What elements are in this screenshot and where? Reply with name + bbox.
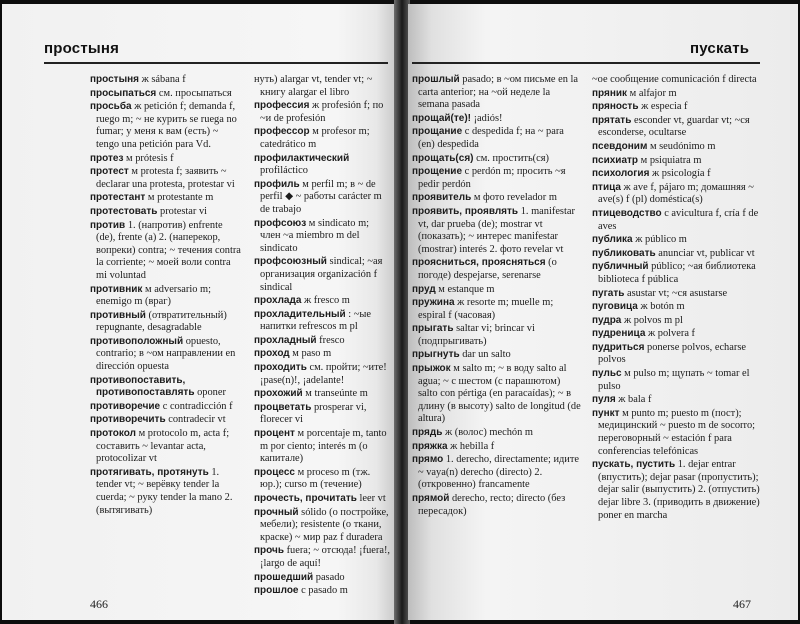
dictionary-entry: [254, 153, 392, 178]
dictionary-entry: [90, 401, 242, 414]
dictionary-entry: [412, 284, 582, 297]
dictionary-entry: [254, 467, 392, 492]
dictionary-entry: [412, 206, 582, 256]
entry-definition: с despedida f; на ~ para (en) despedida: [418, 126, 564, 150]
dictionary-entry: [592, 141, 762, 154]
entry-headword: пускать, пустить: [592, 459, 676, 471]
dictionary-entry: [592, 261, 762, 286]
dictionary-entry: [90, 88, 242, 101]
entry-headword: прыгать: [412, 323, 454, 335]
entry-definition: ж psicología f: [652, 168, 711, 180]
entry-definition: м estanque m: [438, 283, 495, 295]
entry-definition: с contradicción f: [162, 400, 233, 412]
entry-headword: процент: [254, 428, 295, 440]
entry-definition: ponerse polvos, echarse polvos: [598, 341, 746, 366]
entry-definition: oponer: [197, 387, 226, 399]
entry-definition: м perfil m; в ~ de perfil ◆ ~ работы carácter m de trabajo: [260, 178, 382, 215]
entry-headword: прятать: [592, 114, 632, 126]
entry-headword: пряность: [592, 101, 639, 113]
dictionary-entry: [592, 234, 762, 247]
dictionary-entry: [412, 441, 582, 454]
dictionary-entry: [90, 414, 242, 427]
dictionary-entry: [90, 74, 242, 87]
right-column-2: [592, 74, 762, 589]
entry-headword: прыжок: [412, 363, 451, 375]
entry-definition: pasado; в ~ом письме en la carta anterior; на ~ой неделе la semana pasada: [418, 74, 579, 111]
entry-definition: sindical; ~ая организация organización f sindical: [260, 256, 383, 293]
entry-headword: простыня: [90, 74, 139, 85]
entry-headword: противоречие: [90, 400, 161, 412]
entry-headword: прядь: [412, 427, 443, 439]
dictionary-entry: [254, 218, 392, 256]
entry-definition: profiláctico: [260, 165, 308, 177]
dictionary-entry: [412, 74, 582, 112]
dictionary-entry: [412, 113, 582, 126]
entry-headword: пугать: [592, 287, 625, 299]
dictionary-entry: [254, 74, 392, 99]
dictionary-entry: [254, 126, 392, 151]
entry-definition: м porcentaje m, tanto m por ciento; interés m (о капитале): [260, 428, 387, 465]
dictionary-entry: [592, 74, 762, 87]
entry-definition: dar un salto: [462, 349, 511, 361]
entry-definition: 1. derecho, directamente; идите ~ vaya(n) derecho (directo) 2. (откровенно) francamente: [418, 454, 580, 491]
dictionary-entry: [254, 179, 392, 217]
entry-definition: ж ave f, pájaro m; домашняя ~ ave(s) f (pl) doméstica(s): [598, 181, 754, 206]
entry-definition: ж hebilla f: [450, 440, 495, 452]
page-number-left: 466: [90, 597, 108, 611]
dictionary-entry: [254, 362, 392, 387]
entry-definition: м punto m; puesto m (пост); медицинский ~ puesto m de socorro; переговорный ~ estación f para conferencias telefónicas: [598, 407, 756, 457]
dictionary-entry: [412, 153, 582, 166]
dictionary-entry: [412, 493, 582, 518]
dictionary-entry: [90, 375, 242, 400]
entry-headword: прощай(те)!: [412, 112, 471, 124]
entry-headword: прямой: [412, 493, 450, 504]
entry-definition: м salto m; ~ в воду salto al agua; ~ с шестом (с парашютом) salto con pértiga (en paracaídas); ~ в длину (в высоту) salto de longitud (de altura): [418, 363, 581, 425]
entry-definition: ~ое сообщение comunicación f directa: [592, 74, 757, 85]
entry-definition: с avicultura f, cría f de aves: [598, 207, 759, 232]
entry-definition: ж sábana f: [141, 74, 186, 85]
entry-headword: процесс: [254, 466, 295, 478]
entry-headword: прыгнуть: [412, 349, 460, 361]
entry-definition: derecho, recto; directo (без пересадок): [418, 493, 566, 517]
entry-definition: 1. (напротив) enfrente (de), frente (a) 2. (наперекор, вопреки) contra; ~ течения contra la corriente; ~ моей воли contra mi voluntad: [96, 219, 241, 281]
dictionary-entry: [90, 428, 242, 466]
entry-headword: противопоставить, противопоставлять: [90, 374, 195, 399]
entry-definition: público; ~ая библиотека biblioteca f pública: [598, 261, 756, 285]
entry-headword: протягивать, протянуть: [90, 466, 209, 478]
dictionary-entry: [254, 493, 392, 506]
entry-headword: процветать: [254, 401, 312, 413]
entry-headword: протестовать: [90, 205, 158, 217]
entry-definition: 1. tender vt; ~ верёвку tender la cuerda; ~ руку tender la mano 2. (вытягивать): [96, 466, 233, 516]
entry-definition: см. простить(ся): [476, 152, 549, 164]
entry-definition: м seudónimo m: [649, 140, 716, 152]
entry-headword: протокол: [90, 428, 136, 440]
entry-headword: псевдоним: [592, 140, 648, 152]
entry-headword: прочь: [254, 545, 284, 557]
dictionary-entry: [592, 88, 762, 101]
dictionary-entry: [412, 427, 582, 440]
dictionary-entry: [412, 166, 582, 191]
entry-headword: психология: [592, 168, 650, 180]
entry-headword: прочный: [254, 506, 299, 518]
dictionary-entry: [412, 349, 582, 362]
entry-definition: м protestante m: [147, 192, 214, 204]
entry-definition: ж bala f: [618, 394, 652, 406]
entry-headword: прохладительный: [254, 308, 346, 320]
entry-definition: 1. manifestar vt, dar prueba (de); mostrar vt (показать); ~ интерес manifestar (mostrar) interés 2. фото revelar vt: [418, 205, 575, 255]
entry-definition: fresco: [319, 334, 345, 346]
entry-headword: профсоюз: [254, 217, 307, 229]
entry-headword: прощение: [412, 166, 463, 178]
dictionary-entry: [90, 336, 242, 374]
entry-headword: прохладный: [254, 334, 317, 346]
entry-headword: проясниться, проясняться: [412, 257, 546, 269]
right-column-1: [412, 74, 582, 589]
dictionary-entry: [592, 368, 762, 393]
running-head-left: простыня: [44, 40, 120, 57]
entry-headword: просьба: [90, 101, 132, 113]
entry-definition: ж botón m: [640, 301, 685, 313]
entry-definition: saltar vi; brincar vi (подпрыгивать): [418, 323, 535, 347]
dictionary-entry: [254, 335, 392, 348]
entry-definition: asustar vt; ~ся asustarse: [626, 287, 728, 299]
entry-headword: просыпаться: [90, 87, 157, 99]
entry-headword: пуговица: [592, 301, 638, 313]
dictionary-entry: [90, 467, 242, 517]
dictionary-entry: [412, 454, 582, 492]
dictionary-entry: [592, 408, 762, 458]
entry-definition: м psiquiatra m: [640, 154, 702, 166]
entry-headword: проявитель: [412, 192, 472, 204]
entry-definition: м protocolo m, acta f; составить ~ levantar acta, protocolizar vt: [96, 428, 230, 465]
entry-headword: против: [90, 219, 126, 231]
dictionary-entry: [592, 101, 762, 114]
entry-headword: противоречить: [90, 414, 166, 426]
entry-headword: пудреница: [592, 328, 646, 340]
dictionary-entry: [412, 192, 582, 205]
entry-definition: м proceso m (тж. юр.); curso m (течение): [260, 466, 371, 491]
entry-headword: психиатр: [592, 154, 639, 166]
entry-definition: м paso m: [292, 348, 332, 360]
entry-definition: : ~ые напитки refrescos m pl: [260, 308, 371, 333]
entry-headword: профессия: [254, 100, 310, 112]
entry-headword: прямо: [412, 454, 444, 466]
dictionary-entry: [254, 545, 392, 570]
entry-definition: 1. dejar entrar (впустить); dejar pasar (пропустить); dejar salir (выпустить) 2. (отпустить) dejar libre 3. (приводить в движение) poner en marcha: [598, 459, 760, 521]
entry-definition: м фото revelador m: [473, 192, 557, 204]
entry-definition: ж (волос) mechón m: [444, 427, 533, 439]
dictionary-entry: [412, 297, 582, 322]
entry-headword: противный: [90, 309, 146, 321]
dictionary-entry: [592, 168, 762, 181]
dictionary-entry: [90, 101, 242, 151]
entry-headword: прошедший: [254, 571, 314, 583]
dictionary-entry: [592, 248, 762, 261]
dictionary-entry: [254, 507, 392, 545]
dictionary-entry: [254, 309, 392, 334]
entry-headword: проявить, проявлять: [412, 205, 519, 217]
entry-definition: ж polvos m pl: [623, 314, 683, 326]
dictionary-entry: [254, 428, 392, 466]
entry-definition: ж petición f; demanda f, ruego m; ~ не курить se ruega no fumar; у меня к вам (есть) ~ tengo una petición para Vd.: [96, 101, 237, 150]
dictionary-entry: [592, 155, 762, 168]
entry-headword: противоположный: [90, 335, 184, 347]
entry-definition: pasado: [315, 571, 345, 583]
entry-definition: ж polvera f: [648, 328, 695, 340]
entry-definition: м profesor m; catedrático m: [260, 126, 370, 150]
entry-definition: ж profesión f; по ~и de profesión: [260, 100, 384, 124]
entry-definition: fuera; ~ отсюда! ¡fuera!, ¡largo de aquí!: [260, 545, 391, 569]
entry-definition: м transeúnte m: [305, 388, 368, 400]
page-number-right: 467: [733, 597, 751, 611]
right-page: [408, 4, 798, 620]
dictionary-entry: [254, 100, 392, 125]
left-column-1: [90, 74, 242, 589]
entry-headword: профилактический: [254, 152, 350, 164]
left-page: [2, 4, 396, 620]
entry-definition: с perdón m; просить ~я pedir perdón: [418, 166, 566, 190]
entry-headword: профсоюзный: [254, 256, 327, 268]
entry-definition: esconder vt, guardar vt; ~ся esconderse, ocultarse: [598, 114, 750, 139]
dictionary-entry: [254, 572, 392, 585]
entry-definition: см. пройти; ~ите! ¡pase(n)!, ¡adelante!: [260, 362, 387, 386]
left-column-2: [254, 74, 392, 597]
entry-headword: профессор: [254, 126, 310, 138]
entry-definition: sólido (о постройке, мебели); resistente (о ткани, краске) ~ мир paz f duradera: [260, 506, 389, 543]
dictionary-entry: [90, 284, 242, 309]
dictionary-entry: [592, 328, 762, 341]
dictionary-entry: [592, 315, 762, 328]
dictionary-entry: [90, 153, 242, 166]
header-rule-left: [44, 62, 388, 64]
entry-headword: прохожий: [254, 388, 303, 400]
running-head-right: пускать: [690, 40, 750, 57]
dictionary-entry: [412, 126, 582, 151]
dictionary-entry: [254, 585, 392, 598]
entry-headword: прошлое: [254, 585, 299, 597]
dictionary-entry: [254, 348, 392, 361]
entry-headword: пункт: [592, 407, 620, 419]
entry-definition: нуть) alargar vt, tender vt; ~ книгу alargar el libro: [254, 74, 373, 98]
entry-definition: protestar vi: [160, 205, 208, 217]
entry-definition: contradecir vt: [168, 414, 226, 426]
entry-headword: проход: [254, 348, 290, 360]
entry-definition: см. просыпаться: [158, 87, 232, 99]
dictionary-entry: [592, 342, 762, 367]
entry-headword: противник: [90, 283, 143, 295]
entry-definition: leer vt: [359, 493, 386, 504]
dictionary-entry: [90, 192, 242, 205]
entry-headword: птица: [592, 181, 621, 193]
dictionary-entry: [412, 323, 582, 348]
dictionary-entry: [90, 166, 242, 191]
entry-definition: ж fresco m: [304, 295, 350, 307]
dictionary-entry: [592, 459, 762, 522]
entry-headword: публика: [592, 234, 633, 246]
entry-definition: (отвратительный) repugnante, desagradable: [96, 309, 227, 334]
entry-headword: пряжка: [412, 440, 448, 452]
dictionary-entry: [592, 208, 762, 233]
dictionary-entry: [592, 301, 762, 314]
entry-definition: ж resorte m; muelle m; espiral f (часовая): [418, 297, 554, 321]
entry-headword: пудриться: [592, 341, 645, 353]
entry-headword: пульс: [592, 368, 622, 380]
dictionary-entry: [254, 388, 392, 401]
entry-definition: ¡adiós!: [473, 112, 503, 124]
entry-definition: с pasado m: [301, 585, 348, 597]
entry-definition: ж especia f: [641, 101, 688, 113]
entry-headword: протестант: [90, 192, 146, 204]
entry-headword: прошлый: [412, 74, 460, 85]
dictionary-entry: [592, 115, 762, 140]
dictionary-entry: [254, 402, 392, 427]
entry-definition: opuesto, contrario; в ~ом направлении en dirección opuesta: [96, 335, 236, 373]
entry-definition: ж público m: [635, 234, 687, 246]
entry-headword: публичный: [592, 261, 649, 273]
dictionary-entry: [90, 310, 242, 335]
entry-headword: прощать(ся): [412, 152, 474, 164]
entry-headword: профиль: [254, 178, 300, 190]
dictionary-entry: [412, 257, 582, 282]
entry-definition: (о погоде) despejarse, serenarse: [418, 257, 557, 281]
entry-headword: прохлада: [254, 295, 302, 307]
entry-definition: м sindicato m; член ~а miembro m del sindicato: [260, 217, 370, 254]
entry-headword: протест: [90, 166, 129, 178]
entry-headword: пряник: [592, 87, 628, 99]
entry-definition: м protesta f; заявить ~ declarar una protesta, protestar vi: [96, 166, 235, 190]
entry-headword: прощание: [412, 126, 463, 138]
entry-headword: пуля: [592, 394, 616, 406]
dictionary-entry: [254, 256, 392, 294]
dictionary-entry: [90, 220, 242, 283]
entry-headword: публиковать: [592, 247, 656, 259]
entry-headword: проходить: [254, 362, 307, 374]
entry-headword: птицеводство: [592, 207, 662, 219]
entry-definition: м prótesis f: [126, 152, 174, 164]
entry-definition: м pulso m; щупать ~ tomar el pulso: [598, 368, 750, 392]
dictionary-entry: [592, 288, 762, 301]
dictionary-entry: [412, 363, 582, 426]
entry-headword: протез: [90, 152, 124, 164]
dictionary-entry: [592, 182, 762, 207]
entry-headword: пружина: [412, 297, 455, 309]
entry-headword: прочесть, прочитать: [254, 493, 357, 504]
entry-definition: anunciar vt, publicar vt: [658, 247, 755, 259]
dictionary-entry: [592, 394, 762, 407]
dictionary-entry: [90, 206, 242, 219]
dictionary-entry: [254, 295, 392, 308]
header-rule-right: [412, 62, 760, 64]
entry-definition: м adversario m; enemigo m (враг): [96, 283, 212, 308]
entry-headword: пруд: [412, 283, 436, 295]
entry-headword: пудра: [592, 314, 622, 326]
entry-definition: prosperar vi, florecer vi: [260, 401, 367, 426]
entry-definition: м alfajor m: [629, 87, 677, 99]
